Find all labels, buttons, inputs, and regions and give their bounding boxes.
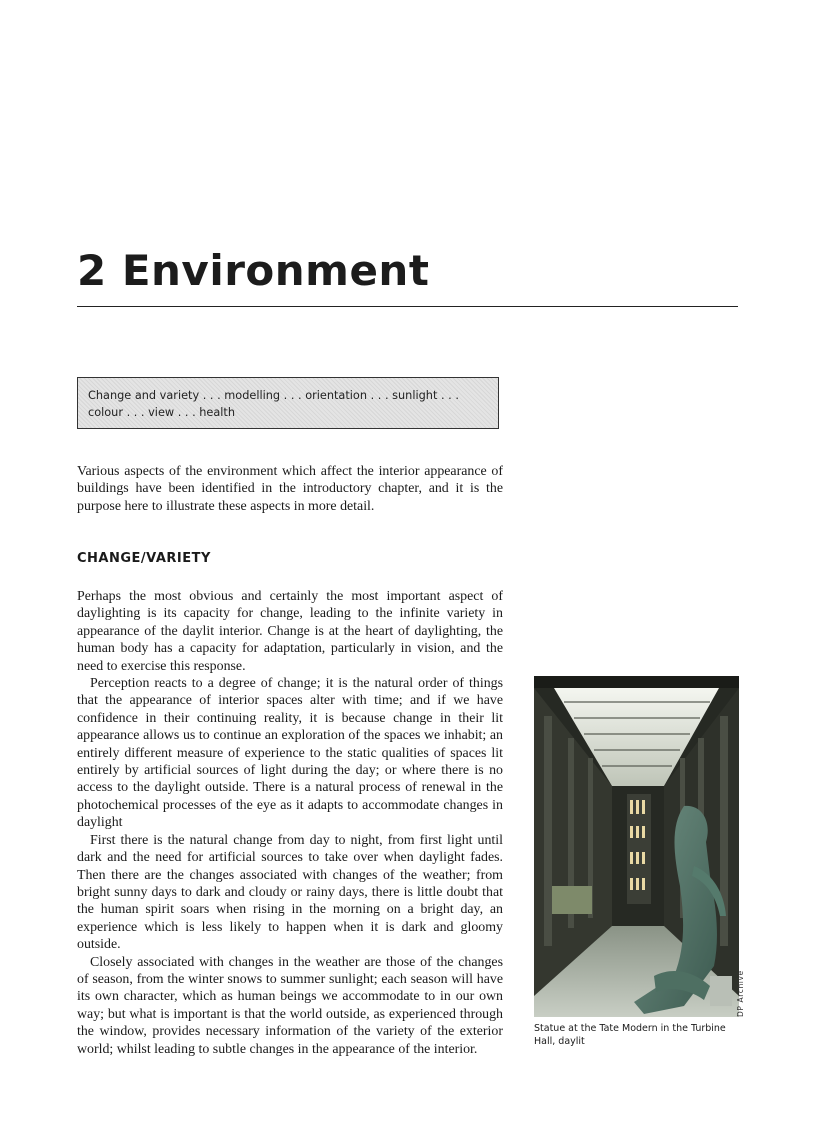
intro-paragraph: Various aspects of the environment which affect the interior appearance of buildings have been identified in the introductory chapter, and it is the purpose here to illustrate these aspects in more detail. xyxy=(77,464,503,514)
body-paragraph-1: Perhaps the most obvious and certainly the most important aspect of daylighting is its capacity for change, leading to the infinite variety in appearance of the daylit interior. Change is at the heart of daylighting, the human body has a capacity for adaptation, particularly in vision, and the need to exercise this response. xyxy=(77,589,503,674)
body-paragraph-4: Closely associated with changes in the weather are those of the changes of season, from the winter snows to summer sunlight; each season will have its own character, which as human beings we accommodate to in our own way; but what is important is that the world outside, as experienced through the window, provides necessary information of the variety of the exterior world; whilst leading to subtle changes in the appearance of the interior. xyxy=(77,954,503,1057)
title-rule xyxy=(77,306,738,307)
turbine-hall-photo xyxy=(534,676,739,1017)
body-paragraph-3: First there is the natural change from day to night, from first light until dark and the need for artificial sources to take over when daylight fades. Then there are the changes associated with changes of the weather; from bright sunny days to dark and cloudy or rainy days, there is little doubt that the human spirit soars when rising in the morning on a bright day, an experience which is less likely to happen when it is dark and gloomy outside. xyxy=(77,832,503,953)
section-heading: CHANGE/VARIETY xyxy=(77,551,211,566)
section-body xyxy=(77,588,503,1058)
photo-caption: Statue at the Tate Modern in the Turbine Hall, daylit xyxy=(534,1023,726,1047)
photo-credit: DP Archive xyxy=(736,970,745,1017)
chapter-summary-box xyxy=(77,377,499,429)
body-paragraph-2: Perception reacts to a degree of change; it is the natural order of things that the appearance of interior spaces alter with time; and if we have confidence in their continuing reality, it is because change in their lit appearance allows us to continue an exploration of the spaces we inhabit; an entirely different measure of experience to the static qualities of spaces lit entirely by artificial sources of light during the day; or where there is no access to the daylight outside. There is a natural process of renewal in the photochemical processes of the eye as it adapts to accommodate changes in daylight xyxy=(77,676,503,831)
chapter-summary-text: Change and variety . . . modelling . . . orientation . . . sunlight . . . colour . . . view . . . health xyxy=(88,389,459,419)
chapter-title: 2 Environment xyxy=(77,246,430,295)
